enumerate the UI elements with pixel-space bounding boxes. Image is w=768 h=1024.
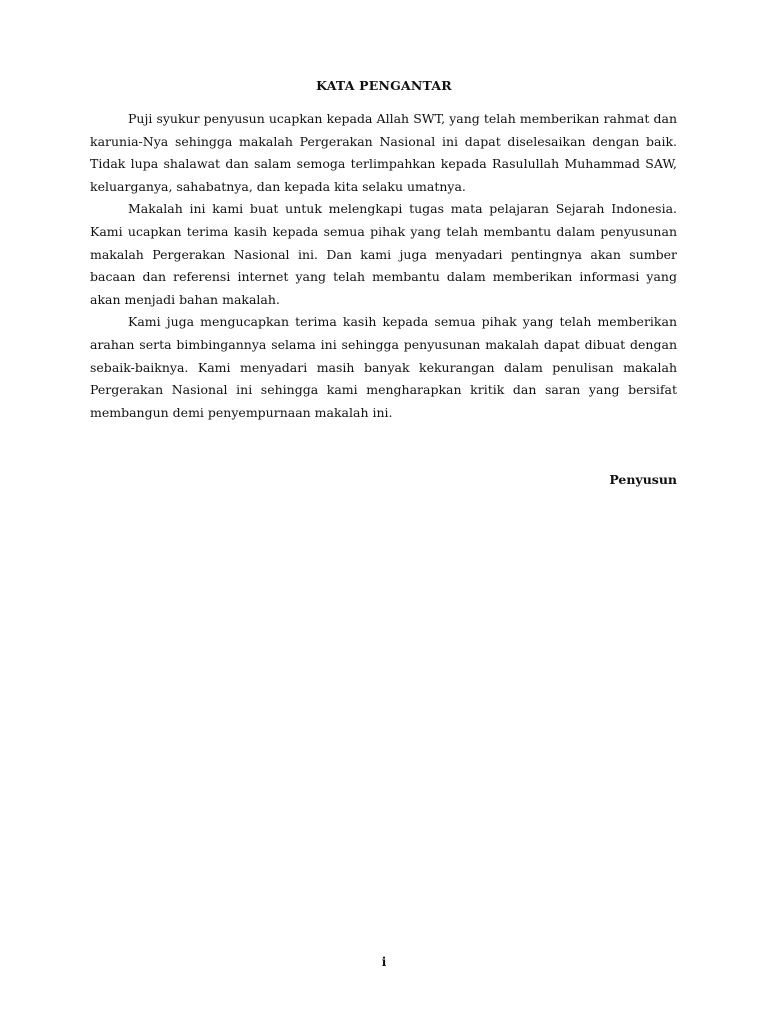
document-body: [90, 108, 677, 424]
paragraph-2: Makalah ini kami buat untuk melengkapi tugas mata pelajaran Sejarah Indonesia. Kami ucapkan terima kasih kepada semua pihak yang telah membantu dalam penyusunan makalah Pergerakan Nasional ini. Dan kami juga menyadari pentingnya akan sumber bacaan dan referensi internet yang telah membantu dalam memberikan informasi yang akan menjadi bahan makalah.: [90, 201, 677, 307]
paragraph-3: Kami juga mengucapkan terima kasih kepada semua pihak yang telah memberikan arahan serta bimbingannya selama ini sehingga penyusunan makalah dapat dibuat dengan sebaik-baiknya. Kami menyadari masih banyak kekurangan dalam penulisan makalah Pergerakan Nasional ini sehingga kami mengharapkan kritik dan saran yang bersifat membangun demi penyempurnaan makalah ini.: [90, 314, 677, 420]
page-title: KATA PENGANTAR: [316, 78, 452, 93]
signature: Penyusun: [609, 472, 677, 487]
page-number: i: [381, 955, 387, 969]
paragraph-1: Puji syukur penyusun ucapkan kepada Allah SWT, yang telah memberikan rahmat dan karunia-Nya sehingga makalah Pergerakan Nasional ini dapat diselesaikan dengan baik. Tidak lupa shalawat dan salam semoga terlimpahkan kepada Rasulullah Muhammad SAW, keluarganya, sahabatnya, dan kepada kita selaku umatnya.: [90, 111, 677, 194]
